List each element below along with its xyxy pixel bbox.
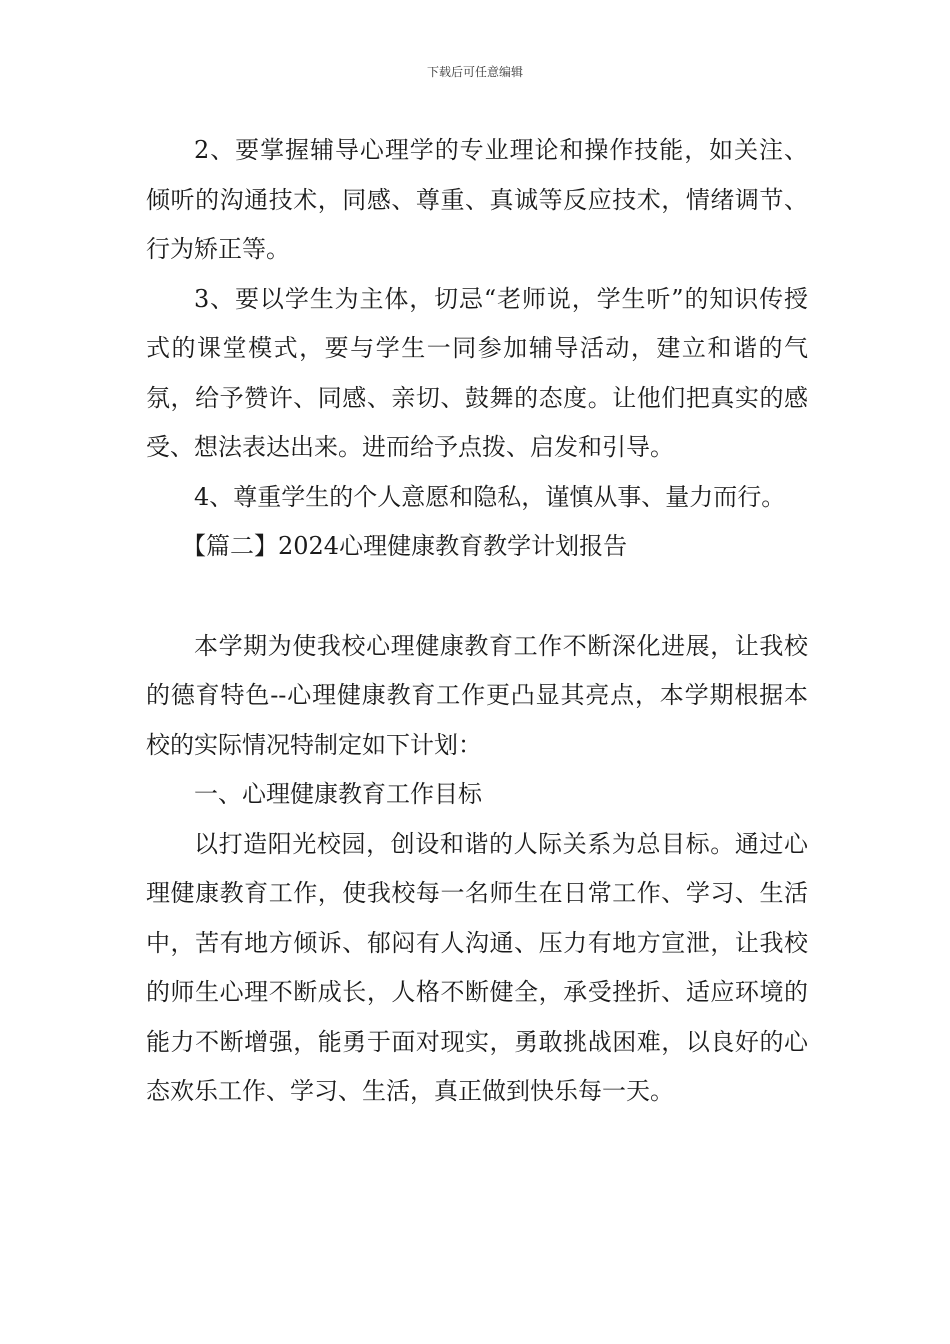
blank-line	[146, 572, 808, 622]
page-header: 下载后可任意编辑	[426, 65, 523, 79]
section-goal-paragraph: 以打造阳光校园，创设和谐的人际关系为总目标。通过心理健康教育工作，使我校每一名师生在日常工作、学习、生活中，苦有地方倾诉、郁闷有人沟通、压力有地方宣泄，让我校的师生心理不断成长，人格不断健全，承受挫折、适应环境的能力不断增强，能勇于面对现实，勇敢挑战困难，以良好的心态欢乐工作、学习、生活，真正做到快乐每一天。	[146, 829, 808, 1105]
section-intro: 本学期为使我校心理健康教育工作不断深化进展，让我校的德育特色--心理健康教育工作更凸显其亮点，本学期根据本校的实际情况特制定如下计划：	[146, 631, 808, 759]
paragraph-item-4: 4、尊重学生的个人意愿和隐私，谨慎从事、量力而行。	[194, 482, 786, 511]
section-heading: 【篇二】2024心理健康教育教学计划报告	[182, 532, 628, 560]
document-body	[146, 126, 808, 1117]
paragraph-item-3: 3、要以学生为主体，切忌“老师说，学生听”的知识传授式的课堂模式，要与学生一同参加辅导活动，建立和谐的气氛，给予赞许、同感、亲切、鼓舞的态度。让他们把真实的感受、想法表达出来。进而给予点拨、启发和引导。	[146, 284, 808, 461]
section-subheading: 一、心理健康教育工作目标	[194, 780, 482, 808]
paragraph-item-2: 2、要掌握辅导心理学的专业理论和操作技能，如关注、倾听的沟通技术，同感、尊重、真诚等反应技术，情绪调节、行为矫正等。	[146, 136, 808, 263]
